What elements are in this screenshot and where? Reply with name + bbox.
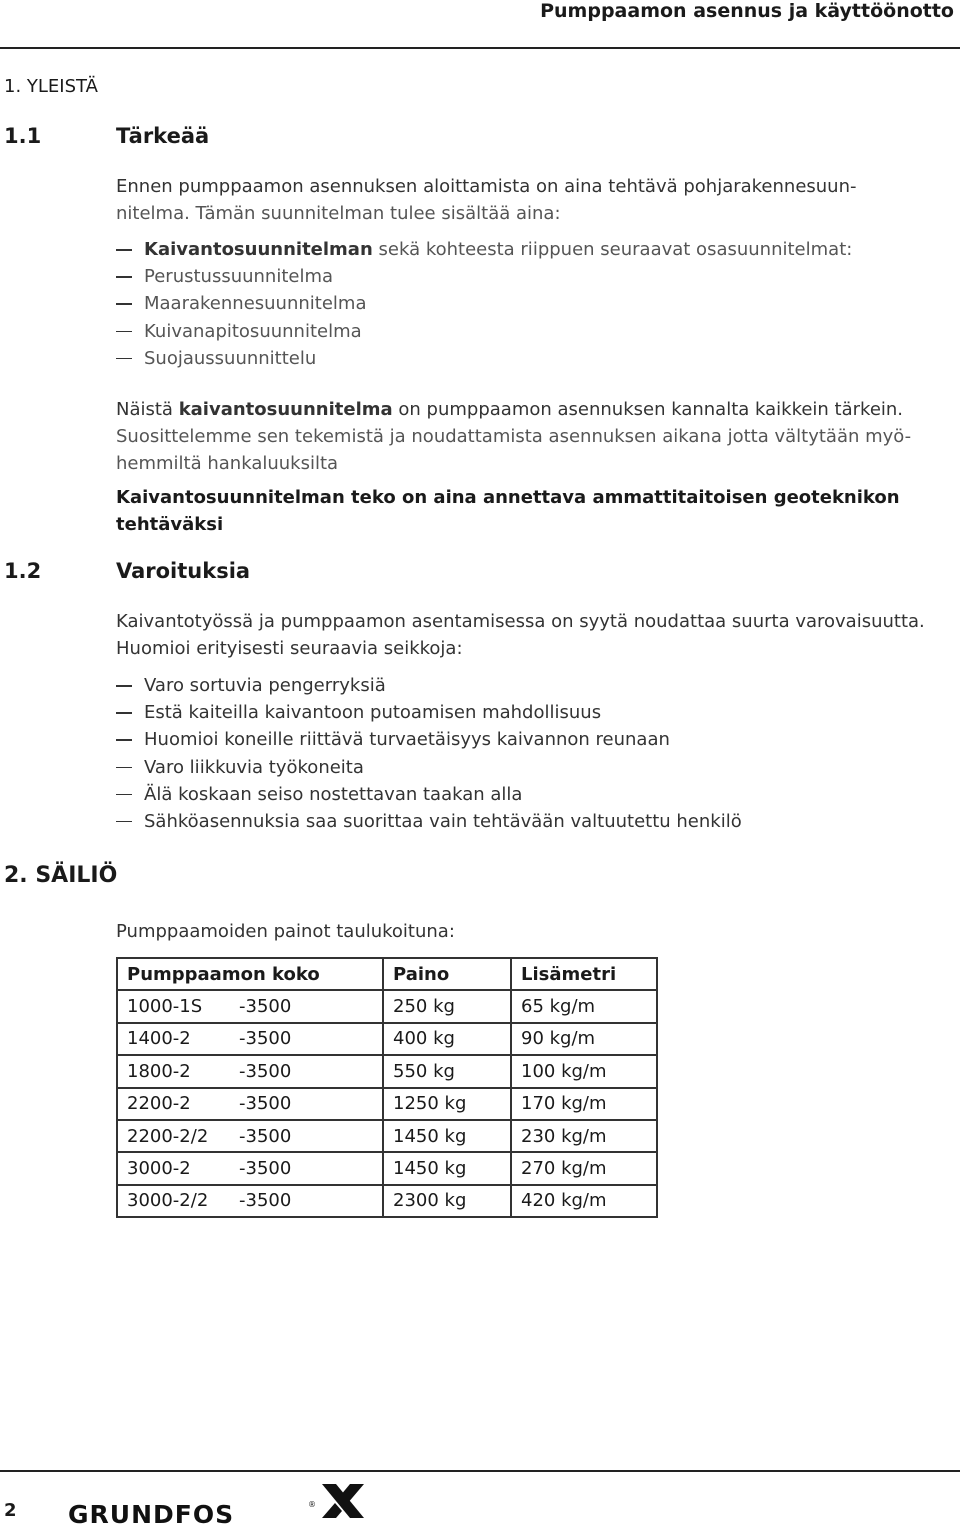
importance-line-3: hemmiltä hankaluuksilta <box>116 453 339 474</box>
size-cell: 3000-2/2 -3500 <box>117 1185 383 1217</box>
intro-line-2: nitelma. Tämän suunnitelman tulee sisältää aina: <box>116 203 561 224</box>
dash-bullet <box>116 794 132 796</box>
extra-cell: 230 kg/m <box>511 1120 657 1152</box>
weight-cell: 1450 kg <box>383 1120 511 1152</box>
dash-bullet <box>116 358 132 360</box>
section-1-label: 1. YLEISTÄ <box>4 76 98 97</box>
dash-bullet <box>116 685 132 687</box>
size-cell: 1800-2 -3500 <box>117 1055 383 1087</box>
column-header: Paino <box>383 958 511 990</box>
extra-cell: 270 kg/m <box>511 1152 657 1184</box>
subsection-title: Varoituksia <box>116 559 251 583</box>
dash-bullet <box>116 303 132 305</box>
dash-bullet <box>116 767 132 769</box>
list-item: Maarakennesuunnitelma <box>116 290 852 317</box>
weight-cell: 1250 kg <box>383 1088 511 1120</box>
subsection-1-2-heading <box>4 559 404 587</box>
dash-bullet <box>116 331 132 333</box>
list-item: Älä koskaan seiso nostettavan taakan alla <box>116 781 742 808</box>
table-row <box>117 1023 657 1055</box>
intro-line-1: Ennen pumppaamon asennuksen aloittamista on aina tehtävä pohjarakennesuun- <box>116 176 857 197</box>
extra-cell: 100 kg/m <box>511 1055 657 1087</box>
warning-intro <box>116 608 956 662</box>
weight-cell: 250 kg <box>383 990 511 1022</box>
extra-cell: 420 kg/m <box>511 1185 657 1217</box>
table-row <box>117 990 657 1022</box>
table-row <box>117 1185 657 1217</box>
page-header-title: Pumppaamon asennus ja käyttöönotto <box>540 0 954 22</box>
importance-line-2: Suosittelemme sen tekemistä ja noudattamista asennuksen aikana jotta vältytään myö- <box>116 426 912 447</box>
grundfos-x-icon <box>318 1480 368 1522</box>
warning-intro-line-2: Huomioi erityisesti seuraavia seikkoja: <box>116 638 463 659</box>
importance-paragraph <box>116 396 956 477</box>
weight-cell: 2300 kg <box>383 1185 511 1217</box>
size-cell: 1400-2 -3500 <box>117 1023 383 1055</box>
extra-cell: 90 kg/m <box>511 1023 657 1055</box>
dash-bullet <box>116 712 132 714</box>
importance-line-1: Näistä kaivantosuunnitelma on pumppaamon asennuksen kannalta kaikkein tärkein. <box>116 399 904 420</box>
weight-cell: 1450 kg <box>383 1152 511 1184</box>
list-item: Kuivanapitosuunnitelma <box>116 318 852 345</box>
footer-divider <box>0 1470 960 1472</box>
dash-bullet <box>116 276 132 278</box>
subsection-number: 1.1 <box>4 124 42 148</box>
page-number: 2 <box>4 1500 17 1521</box>
plan-list <box>116 236 852 372</box>
table-caption: Pumppaamoiden painot taulukoituna: <box>116 921 455 942</box>
dash-bullet <box>116 821 132 823</box>
size-cell: 1000-1S -3500 <box>117 990 383 1022</box>
weights-table <box>116 957 658 1218</box>
table-row <box>117 1055 657 1087</box>
grundfos-logo: GRUNDFOS <box>68 1500 235 1529</box>
dash-bullet <box>116 249 132 251</box>
column-header: Lisämetri <box>511 958 657 990</box>
intro-paragraph <box>116 173 956 227</box>
list-item: Kaivantosuunnitelman sekä kohteesta riippuen seuraavat osasuunnitelmat: <box>116 236 852 263</box>
column-header: Pumppaamon koko <box>117 958 383 990</box>
table-row <box>117 1120 657 1152</box>
section-2-heading: 2. SÄILIÖ <box>4 863 118 888</box>
weight-cell: 400 kg <box>383 1023 511 1055</box>
header-divider <box>0 47 960 49</box>
list-item: Huomioi koneille riittävä turvaetäisyys kaivannon reunaan <box>116 726 742 753</box>
size-cell: 2200-2 -3500 <box>117 1088 383 1120</box>
list-item: Varo sortuvia pengerryksiä <box>116 672 742 699</box>
list-item: Suojaussuunnittelu <box>116 345 852 372</box>
size-cell: 2200-2/2 -3500 <box>117 1120 383 1152</box>
subsection-number: 1.2 <box>4 559 42 583</box>
weight-cell: 550 kg <box>383 1055 511 1087</box>
size-cell: 3000-2 -3500 <box>117 1152 383 1184</box>
list-item: Varo liikkuvia työkoneita <box>116 754 742 781</box>
list-item: Sähköasennuksia saa suorittaa vain tehtävään valtuutettu henkilö <box>116 808 742 835</box>
list-item: Estä kaiteilla kaivantoon putoamisen mahdollisuus <box>116 699 742 726</box>
table-header-row <box>117 958 657 990</box>
table-row <box>117 1088 657 1120</box>
extra-cell: 170 kg/m <box>511 1088 657 1120</box>
warning-intro-line-1: Kaivantotyössä ja pumppaamon asentamisessa on syytä noudattaa suurta varovaisuutta. <box>116 611 925 632</box>
geotechnical-notice: Kaivantosuunnitelman teko on aina annettava ammattitaitoisen geoteknikon tehtäväksi <box>116 487 900 535</box>
dash-bullet <box>116 739 132 741</box>
list-item: Perustussuunnitelma <box>116 263 852 290</box>
subsection-title: Tärkeää <box>116 124 210 148</box>
registered-mark: ® <box>308 1500 316 1509</box>
table-row <box>117 1152 657 1184</box>
subsection-1-1-heading <box>4 124 404 152</box>
extra-cell: 65 kg/m <box>511 990 657 1022</box>
warning-list <box>116 672 742 835</box>
